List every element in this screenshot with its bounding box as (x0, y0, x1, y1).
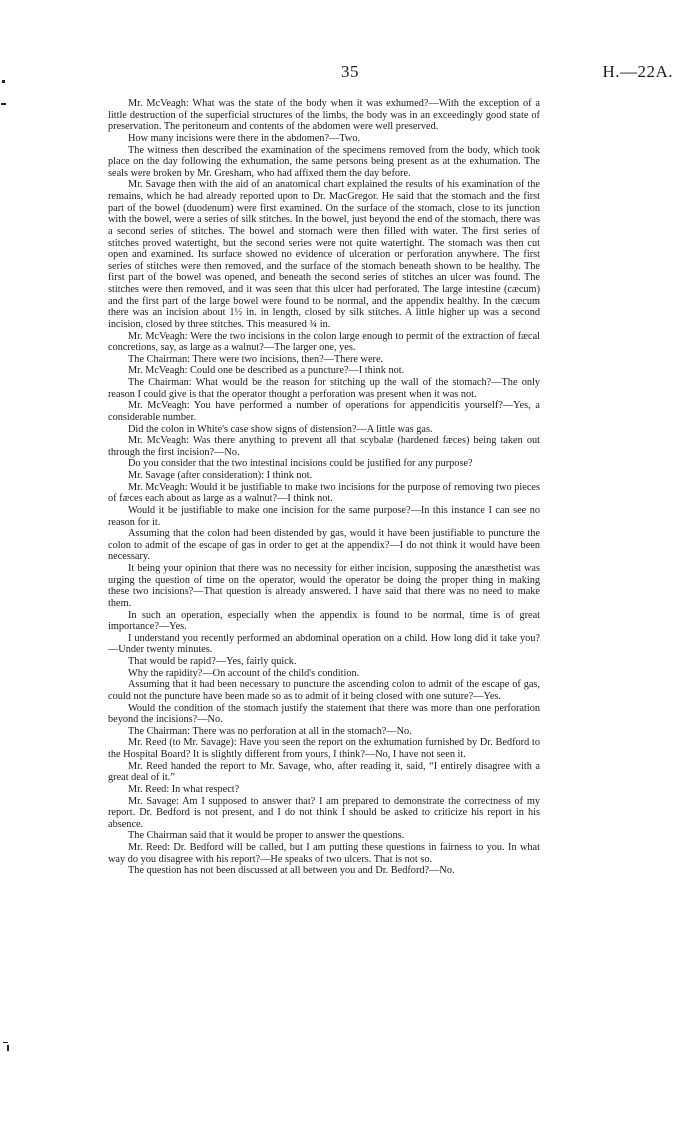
paragraph: Mr. Reed: In what respect? (128, 783, 240, 795)
paragraph: Mr. McVeagh: Would it be justifiable to make two incisions for the purpose of removing two pieces of fæces each about as large as a walnut?—I think not. (108, 481, 540, 505)
paragraph: How many incisions were there in the abdomen?—Two. (128, 132, 361, 144)
paragraph: Assuming that the colon had been distended by gas, would it have been justifiable to puncture the colon to admit of the escape of gas in order to get at the appendix?—I do not think it would have been necessary. (108, 528, 540, 563)
document-reference: H.—22A. (602, 62, 673, 81)
paragraph: Mr. McVeagh: What was the state of the body when it was exhumed?—With the exception of a little destruction of the superficial structures of the limbs, the body was in an exceedingly good state of preservation. The peritoneum and contents of the abdomen were well preserved. (108, 98, 540, 133)
margin-mark-top-2 (1, 103, 6, 105)
margin-mark-top (2, 80, 5, 83)
paragraph: Mr. Savage then with the aid of an anatomical chart explained the results of his examination of the remains, which he had already reported upon to Dr. MacGregor. He said that the stomach and the first part of the bowel (duodenum) were first examined. On the surface of the stomach, close to its junction with the bowel, were a series of silk stitches. In the bowel, just beyond the end of the stomach, there was a second series of stitches. The bowel and stomach were then filled with water. The first series of stitches proved watertight, but the second series were not quite watertight. The stomach was then cut open and examined. Its surface showed no evidence of ulceration or perforation anywhere. The first series of stitches were then removed, and the surface of the stomach beneath shown to be healthy. The first part of the bowel was opened, and beneath the second series of stitches an ulcer was found. The stitches were then removed, and it was seen that this ulcer had perforated. The large intestine (cæcum) and the first part of the large bowel were found to be normal, and the appendix healthy. In the cæcum there was an incision about 1½ in. in length, closed by silk stitches. A little higher up was a second incision, closed by three stitches. This measured ¾ in. (108, 179, 540, 330)
paragraph: Mr. Reed (to Mr. Savage): Have you seen the report on the exhumation furnished by Dr. Bedford to the Hospital Board? It is slightly different from yours, I think?—No, I have not seen it. (108, 737, 540, 760)
paragraph: That would be rapid?—Yes, fairly quick. (128, 656, 297, 667)
paragraph: Mr. Savage (after consideration): I think not. (128, 470, 313, 481)
paragraph: Would the condition of the stomach justify the statement that there was more than one perforation beyond the incisions?—No. (108, 702, 540, 726)
paragraph: Do you consider that the two intestinal incisions could be justified for any purpose? (128, 458, 473, 470)
paragraph: The Chairman: There were two incisions, then?—There were. (128, 353, 384, 365)
paragraph: Mr. McVeagh: Could one be described as a puncture?—I think not. (128, 365, 405, 377)
margin-mark-bottom (3, 1042, 8, 1043)
paragraph: It being your opinion that there was no necessity for either incision, supposing the anæsthetist was urging the question of time on the operator, would the operator be doing the proper thing in making these two incisions?—That question is already answered. I have said that there was no need to make them. (108, 563, 540, 609)
paragraph: The witness then described the examination of the specimens removed from the body, which took place on the day following the exhumation, the same persons being present as at the exhumation. The seals were broken by Mr. Gresham, who had affixed them the day before. (108, 144, 540, 179)
paragraph: In such an operation, especially when the appendix is found to be normal, time is of great importance?—Yes. (108, 609, 540, 633)
body-text (108, 98, 540, 877)
paragraph: The Chairman: There was no perforation at all in the stomach?—No. (128, 725, 412, 737)
paragraph: Why the rapidity?—On account of the child's condition. (128, 667, 360, 679)
page-number: 35 (341, 62, 359, 81)
paragraph: I understand you recently performed an abdominal operation on a child. How long did it take you?—Under twenty minutes. (108, 632, 540, 656)
paragraph: The Chairman said that it would be proper to answer the questions. (128, 830, 405, 842)
paragraph: Assuming that it had been necessary to puncture the ascending colon to admit of the escape of gas, could not the puncture have been made so as to admit of it being closed with one suture?—Yes. (108, 679, 540, 702)
paragraph: The Chairman: What would be the reason for stitching up the wall of the stomach?—The only reason I could give is that the operator thought a perforation was present when it was not. (108, 377, 540, 400)
paragraph: Mr. McVeagh: Was there anything to prevent all that scybalæ (hardened fæces) being taken out through the first incision?—No. (108, 435, 540, 458)
paragraph: Mr. Reed: Dr. Bedford will be called, but I am putting these questions in fairness to you. In what way do you disagree with his report?—He speaks of two ulcers. That is not so. (108, 842, 540, 865)
paragraph: Mr. Reed handed the report to Mr. Savage, who, after reading it, said, “I entirely disagree with a great deal of it.” (108, 760, 540, 784)
paragraph: Mr. McVeagh: You have performed a number of operations for appendicitis yourself?—Yes, a considerable number. (108, 400, 540, 423)
paragraph: Would it be justifiable to make one incision for the same purpose?—In this instance I can see no reason for it. (108, 504, 540, 528)
margin-mark-bottom-2 (7, 1045, 9, 1051)
paragraph: The question has not been discussed at all between you and Dr. Bedford?—No. (128, 865, 455, 877)
paragraph: Mr. McVeagh: Were the two incisions in the colon large enough to permit of the extraction of fæcal concretions, say, as large as a walnut?—The larger one, yes. (108, 330, 540, 354)
paragraph: Did the colon in White's case show signs of distension?—A little was gas. (128, 423, 433, 435)
paragraph: Mr. Savage: Am I supposed to answer that? I am prepared to demonstrate the correctness of my report. Dr. Bedford is not present, and I do not think I should be asked to criticize his report in his absence. (108, 795, 540, 830)
